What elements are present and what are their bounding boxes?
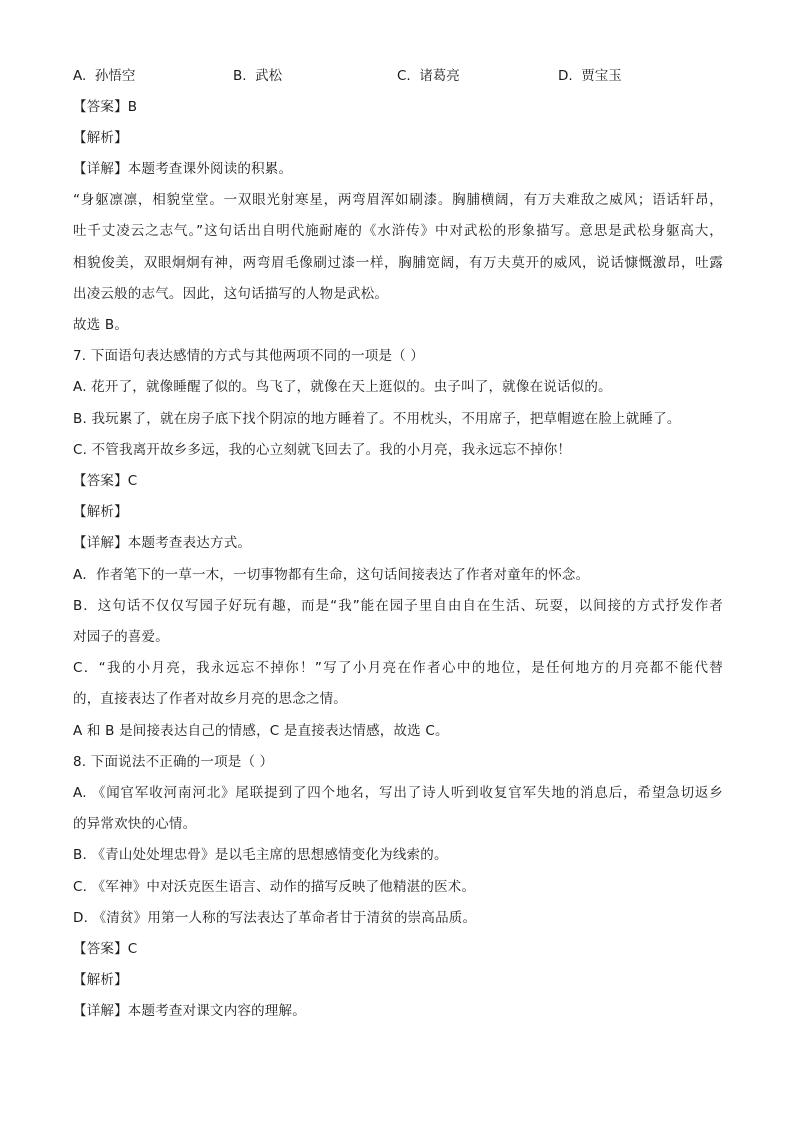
q6-option-d-text: 贾宝玉 bbox=[581, 68, 622, 84]
q7-detail-line: B．这句话不仅仅写园子好玩有趣，而是“我”能在园子里自由自在生活、玩耍，以间接的方式抒发作者 bbox=[73, 598, 723, 614]
q7-option-c: C. 不管我离开故乡多远，我的心立刻就飞回去了。我的小月亮，我永远忘不掉你！ bbox=[73, 442, 572, 458]
q8-option-a: A. 《闻官军收河南河北》尾联提到了四个地名，写出了诗人听到收复官军失地的消息后，希望急切返乡 bbox=[73, 785, 723, 801]
q7-detail-line: 的，直接表达了作者对故乡月亮的思念之情。 bbox=[73, 691, 347, 707]
q6-option-b-text: 武松 bbox=[255, 68, 283, 84]
q6-answer: 【答案】B bbox=[73, 99, 138, 115]
q7-detail-line: A．作者笔下的一草一木，一切事物都有生命，这句话间接表达了作者对童年的怀念。 bbox=[73, 567, 590, 583]
q8-option-d: D. 《清贫》用第一人称的写法表达了革命者甘于清贫的崇高品质。 bbox=[73, 910, 477, 926]
q6-analysis-label: 【解析】 bbox=[73, 130, 128, 146]
q8-answer: 【答案】C bbox=[73, 941, 138, 957]
q7-conclusion: A 和 B 是间接表达自己的情感，C 是直接表达情感，故选 C。 bbox=[73, 723, 449, 739]
q7-option-a: A. 花开了，就像睡醒了似的。鸟飞了，就像在天上逛似的。虫子叫了，就像在说话似的。 bbox=[73, 379, 612, 395]
q6-detail-line: 吐千丈凌云之志气。”这句话出自明代施耐庵的《水浒传》中对武松的形象描写。意思是武松身躯高大， bbox=[73, 223, 723, 239]
q7-answer: 【答案】C bbox=[73, 473, 138, 489]
q8-stem: 8. 下面说法不正确的一项是（ ） bbox=[73, 754, 274, 770]
q7-detail-line: 对园子的喜爱。 bbox=[73, 629, 169, 645]
q6-option-c-letter: C. bbox=[397, 68, 411, 84]
q7-option-b: B. 我玩累了，就在房子底下找个阴凉的地方睡着了。不用枕头，不用席子，把草帽遮在脸上就睡了。 bbox=[73, 411, 681, 427]
q6-detail-line: 出凌云般的志气。因此，这句话描写的人物是武松。 bbox=[73, 286, 389, 302]
q7-detail-line: 【详解】本题考查表达方式。 bbox=[73, 535, 252, 551]
q6-detail-line: “身躯凛凛，相貌堂堂。一双眼光射寒星，两弯眉浑如刷漆。胸脯横阔，有万夫难敌之威风；语话轩昂， bbox=[73, 192, 723, 208]
q6-option-a-text: 孙悟空 bbox=[94, 68, 136, 84]
q6-detail-line: 相貌俊美，双眼炯炯有神，两弯眉毛像刷过漆一样，胸脯宽阔，有万夫莫开的威风，说话慷慨激昂，吐露 bbox=[73, 255, 723, 271]
q6-detail-line: 【详解】本题考查课外阅读的积累。 bbox=[73, 161, 293, 177]
q6-option-d-letter: D. bbox=[558, 68, 573, 84]
q7-detail-line: C．“我的小月亮，我永远忘不掉你！”写了小月亮在作者心中的地位，是任何地方的月亮都不能代替 bbox=[73, 660, 723, 676]
q8-option-a-cont: 的异常欢快的心情。 bbox=[73, 816, 197, 832]
q6-option-b-letter: B. bbox=[233, 68, 247, 84]
q7-analysis-label: 【解析】 bbox=[73, 504, 128, 520]
q6-option-c-text: 诸葛亮 bbox=[419, 68, 460, 84]
q6-option-a bbox=[73, 66, 135, 86]
q8-option-c: C. 《军神》中对沃克医生语言、动作的描写反映了他精湛的医术。 bbox=[73, 879, 476, 895]
q6-conclusion: 故选 B。 bbox=[73, 317, 129, 333]
q8-analysis-label: 【解析】 bbox=[73, 972, 128, 988]
q6-option-d bbox=[558, 66, 622, 86]
q8-option-b: B. 《青山处处埋忠骨》是以毛主席的思想感情变化为线索的。 bbox=[73, 847, 448, 863]
q6-option-c bbox=[397, 66, 460, 86]
q6-option-b bbox=[233, 66, 282, 86]
q8-detail-line: 【详解】本题考查对课文内容的理解。 bbox=[73, 1003, 306, 1019]
q7-stem: 7. 下面语句表达感情的方式与其他两项不同的一项是（ ） bbox=[73, 348, 425, 364]
q6-option-a-letter: A. bbox=[73, 68, 87, 84]
